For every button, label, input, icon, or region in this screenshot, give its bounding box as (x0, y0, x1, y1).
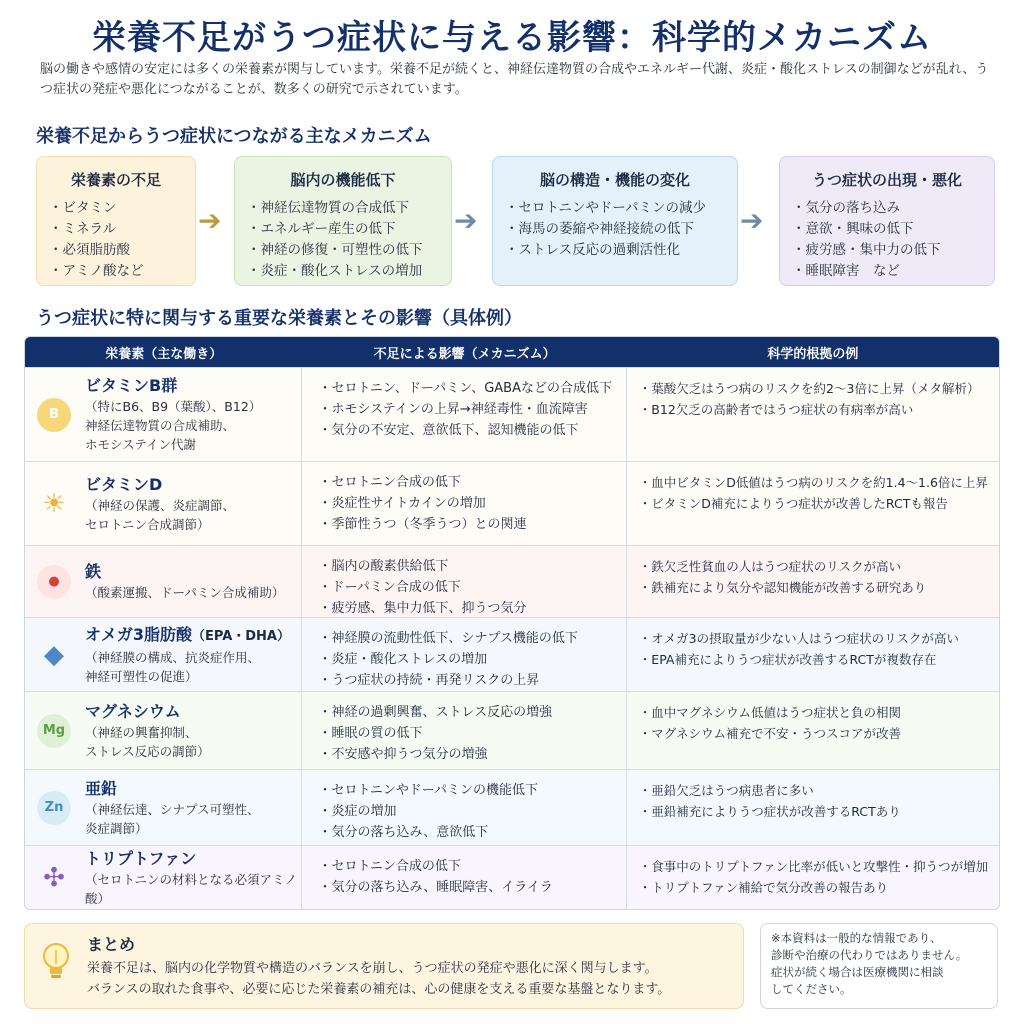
nutrient-name-text: オメガ3脂肪酸 (85, 624, 192, 644)
evidence-cell-item: ・ 葉酸欠乏はうつ病のリスクを約2〜3倍に上昇（メタ解析） (639, 378, 999, 399)
fish-icon: ◆ (44, 639, 64, 670)
effect-cell (302, 546, 626, 617)
nutrient-name (85, 701, 210, 723)
nutrient-name (85, 375, 261, 397)
effect-cell (302, 462, 626, 545)
evidence-cell (627, 692, 999, 769)
mechanism-heading: 栄養不足からうつ症状につながる主なメカニズム (36, 126, 432, 147)
mechanism-item: ・ 疲労感・集中力の低下 (792, 240, 982, 261)
mechanism-item: ・ 必須脂肪酸 (49, 240, 183, 261)
mechanism-item: ・ 神経伝達物質の合成低下 (247, 198, 439, 219)
nutrient-name-text: マグネシウム (85, 701, 181, 721)
mechanism-flow (36, 156, 996, 286)
nutrient-description: 神経可塑性の促進） (85, 668, 198, 684)
mechanism-box (492, 156, 738, 286)
nutrient-cell (25, 462, 302, 545)
note-line: してください。 (771, 982, 852, 996)
mechanism-box-title: うつ症状の出現・悪化 (811, 171, 962, 189)
table-header (25, 337, 999, 367)
table-row (25, 461, 999, 545)
mechanism-box-title: 栄養素の不足 (70, 171, 161, 189)
nutrient-cell (25, 368, 302, 461)
mechanism-item: ・ ビタミン (49, 198, 183, 219)
effect-cell-item: ・ 脳内の酸素供給低下 (318, 556, 625, 577)
effect-cell-item: ・ 神経の過剰興奮、ストレス反応の増強 (318, 702, 625, 723)
mechanism-box-title: 脳の構造・機能の変化 (539, 171, 690, 189)
evidence-cell-item: ・ マグネシウム補充で不安・うつスコアが改善 (639, 723, 999, 744)
evidence-cell-item: ・ オメガ3の摂取量が少ない人はうつ症状のリスクが高い (639, 628, 999, 649)
nutrient-cell (25, 846, 302, 909)
header-evidence: 科学的根拠の例 (767, 346, 859, 362)
table-row (25, 691, 999, 769)
header-nutrient: 栄養素（主な働き） (105, 346, 223, 362)
evidence-cell (627, 618, 999, 691)
mechanism-item: ・ 気分の落ち込み (792, 198, 982, 219)
nutrient-description: （神経の興奮抑制、 (85, 724, 198, 740)
nutrient-name (85, 778, 260, 800)
table-body (25, 367, 999, 909)
flow-arrow-icon: ➔ (198, 204, 222, 237)
nutrient-description: 神経伝達物質の合成補助、 (85, 418, 236, 433)
effect-cell-item: ・ 炎症性サイトカインの増加 (318, 493, 625, 514)
effect-cell-item: ・ 気分の落ち込み、睡眠障害、イライラ (318, 877, 625, 898)
table-row (25, 367, 999, 461)
nutrient-name-text: 亜鉛 (85, 778, 118, 798)
evidence-cell-item: ・ トリプトファン補給で気分改善の報告あり (639, 877, 999, 898)
note-line: 診断や治療の代わりではありません。 (771, 948, 968, 962)
nutrient-description: （神経伝達、シナプス可塑性、 (85, 801, 260, 817)
effect-cell-item: ・ うつ症状の持続・再発リスクの上昇 (318, 670, 625, 691)
evidence-cell (627, 546, 999, 617)
nutrients-heading: うつ症状に特に関与する重要な栄養素とその影響（具体例） (36, 308, 522, 329)
molecule-icon: ✣ (43, 862, 65, 893)
nutrient-name-text: ビタミンD (85, 474, 163, 494)
effect-cell-item: ・ セロトニン、ドーパミン、GABAなどの合成低下 (318, 378, 625, 399)
iron-drop-icon: ● (37, 565, 71, 599)
evidence-cell-item: ・ 鉄補充により気分や認知機能が改善する研究あり (639, 577, 999, 598)
evidence-cell-item: ・ 血中マグネシウム低値はうつ症状と負の相関 (639, 702, 999, 723)
mechanism-box (779, 156, 995, 286)
mechanism-item: ・ 海馬の萎縮や神経接続の低下 (505, 219, 725, 240)
effect-cell-item: ・ 炎症・酸化ストレスの増加 (318, 649, 625, 670)
mechanism-box-title: 脳内の機能低下 (290, 171, 396, 189)
nutrient-cell (25, 770, 302, 845)
effect-cell (302, 368, 626, 461)
effect-cell-item: ・ 気分の落ち込み、意欲低下 (318, 822, 625, 843)
sun-icon: ☀ (42, 488, 66, 519)
evidence-cell-item: ・ EPA補充によりうつ症状が改善するRCTが複数存在 (639, 649, 999, 670)
nutrient-name-text: 鉄 (85, 562, 102, 581)
mechanism-item: ・ 意欲・興味の低下 (792, 219, 982, 240)
nutrient-description: （セロトニンの材料となる必須アミノ酸） (85, 871, 298, 906)
effect-cell-item: ・ ドーパミン合成の低下 (318, 577, 625, 598)
note-line: ※本資料は一般的な情報であり、 (771, 931, 942, 945)
evidence-cell-item: ・ ビタミンD補充によりうつ症状が改善したRCTも報告 (639, 493, 999, 514)
disclaimer-note (760, 923, 998, 1009)
nutrient-name (85, 624, 290, 648)
evidence-cell-item: ・ 食事中のトリプトファン比率が低いと攻撃性・抑うつが増加 (639, 856, 999, 877)
nutrient-name-extra: （EPA・DHA） (191, 628, 290, 644)
effect-cell-item: ・ セロトニンやドーパミンの機能低下 (318, 780, 625, 801)
summary-body (87, 958, 670, 1000)
effect-cell-item: ・ 睡眠の質の低下 (318, 723, 625, 744)
effect-cell (302, 770, 626, 845)
nutrient-cell (25, 618, 302, 691)
evidence-cell (627, 846, 999, 909)
nutrient-name-text: ビタミンB群 (85, 376, 178, 395)
note-line: 症状が続く場合は医療機関に相談 (771, 965, 944, 979)
nutrient-name (85, 474, 235, 496)
effect-cell-item: ・ セロトニン合成の低下 (318, 856, 625, 877)
summary-line: 栄養不足は、脳内の化学物質や構造のバランスを崩し、うつ症状の発症や悪化に深く関与します。 (87, 961, 658, 976)
nutrient-description: （酸素運搬、ドーパミン合成補助） (85, 585, 285, 600)
effect-cell-item: ・ 不安感や抑うつ気分の増強 (318, 744, 625, 765)
effect-cell (302, 692, 626, 769)
effect-cell (302, 618, 626, 691)
effect-cell-item: ・ 炎症の増加 (318, 801, 625, 822)
nutrient-cell (25, 546, 302, 617)
evidence-cell-item: ・ 亜鉛欠乏はうつ病患者に多い (639, 780, 999, 801)
table-row (25, 845, 999, 909)
effect-cell-item: ・ 季節性うつ（冬季うつ）との関連 (318, 514, 625, 535)
effect-cell-item: ・ 疲労感、集中力低下、抑うつ気分 (318, 598, 625, 619)
nutrient-description: 炎症調節） (85, 820, 148, 836)
mechanism-box (234, 156, 452, 286)
magnesium-icon: Mg (37, 714, 71, 748)
table-row (25, 769, 999, 845)
nutrient-cell (25, 692, 302, 769)
mechanism-item: ・ 睡眠障害 など (792, 261, 982, 282)
page-title: 栄養不足がうつ症状に与える影響：科学的メカニズム (92, 18, 932, 58)
evidence-cell (627, 368, 999, 461)
effect-cell-item: ・ 神経膜の流動性低下、シナプス機能の低下 (318, 628, 625, 649)
mechanism-item: ・ エネルギー産生の低下 (247, 219, 439, 240)
evidence-cell (627, 462, 999, 545)
mechanism-box (36, 156, 196, 286)
nutrient-description: （神経膜の構成、抗炎症作用、 (85, 649, 261, 665)
nutrient-description: （神経の保護、炎症調節、 (85, 497, 236, 513)
summary-heading: まとめ (87, 935, 136, 954)
lightbulb-icon (39, 940, 73, 984)
effect-cell-item: ・ 気分の不安定、意欲低下、認知機能の低下 (318, 420, 625, 441)
nutrient-description: ストレス反応の調節） (85, 743, 210, 759)
effect-cell-item: ・ セロトニン合成の低下 (318, 472, 625, 493)
nutrient-name-text: トリプトファン (85, 848, 197, 868)
summary-line: バランスの取れた食事や、必要に応じた栄養素の補充は、心の健康を支える重要な基盤となります。 (87, 982, 671, 997)
table-row (25, 617, 999, 691)
evidence-cell-item: ・ 鉄欠乏性貧血の人はうつ症状のリスクが高い (639, 556, 999, 577)
mechanism-item: ・ セロトニンやドーパミンの減少 (505, 198, 725, 219)
flow-arrow-icon: ➔ (740, 204, 764, 237)
mechanism-item: ・ アミノ酸など (49, 261, 183, 282)
zinc-icon: Zn (37, 791, 71, 825)
mechanism-item: ・ ストレス反応の過剰活性化 (505, 240, 725, 261)
evidence-cell-item: ・ B12欠乏の高齢者ではうつ症状の有病率が高い (639, 399, 999, 420)
mechanism-item: ・ ミネラル (49, 219, 183, 240)
mechanism-item: ・ 神経の修復・可塑性の低下 (247, 240, 439, 261)
mechanism-item: ・ 炎症・酸化ストレスの増加 (247, 261, 439, 282)
header-effect: 不足による影響（メカニズム） (373, 346, 556, 362)
nutrient-name (85, 561, 284, 583)
nutrient-name (85, 848, 301, 870)
nutrient-description: セロトニン合成調節） (85, 516, 210, 532)
table-row (25, 545, 999, 617)
summary-box (24, 923, 744, 1009)
evidence-cell-item: ・ 血中ビタミンD低値はうつ病のリスクを約1.4〜1.6倍に上昇 (639, 472, 999, 493)
nutrient-description: ホモシステイン代謝 (85, 437, 197, 452)
effect-cell-item: ・ ホモシステインの上昇→神経毒性・血流障害 (318, 399, 625, 420)
intro-text: 脳の働きや感情の安定には多くの栄養素が関与しています。栄養不足が続くと、神経伝達物質の合成やエネルギー代謝、炎症・酸化ストレスの制御などが乱れ、うつ症状の発症や悪化につながることが、数多くの研究で示されています。 (40, 62, 989, 97)
nutrient-description: （特にB6、B9（葉酸）、B12） (85, 399, 262, 414)
flow-arrow-icon: ➔ (454, 204, 478, 237)
effect-cell (302, 846, 626, 909)
evidence-cell-item: ・ 亜鉛補充によりうつ症状が改善するRCTあり (639, 801, 999, 822)
evidence-cell (627, 770, 999, 845)
vitamin-b-icon: B (37, 398, 71, 432)
nutrients-table (24, 336, 1000, 910)
